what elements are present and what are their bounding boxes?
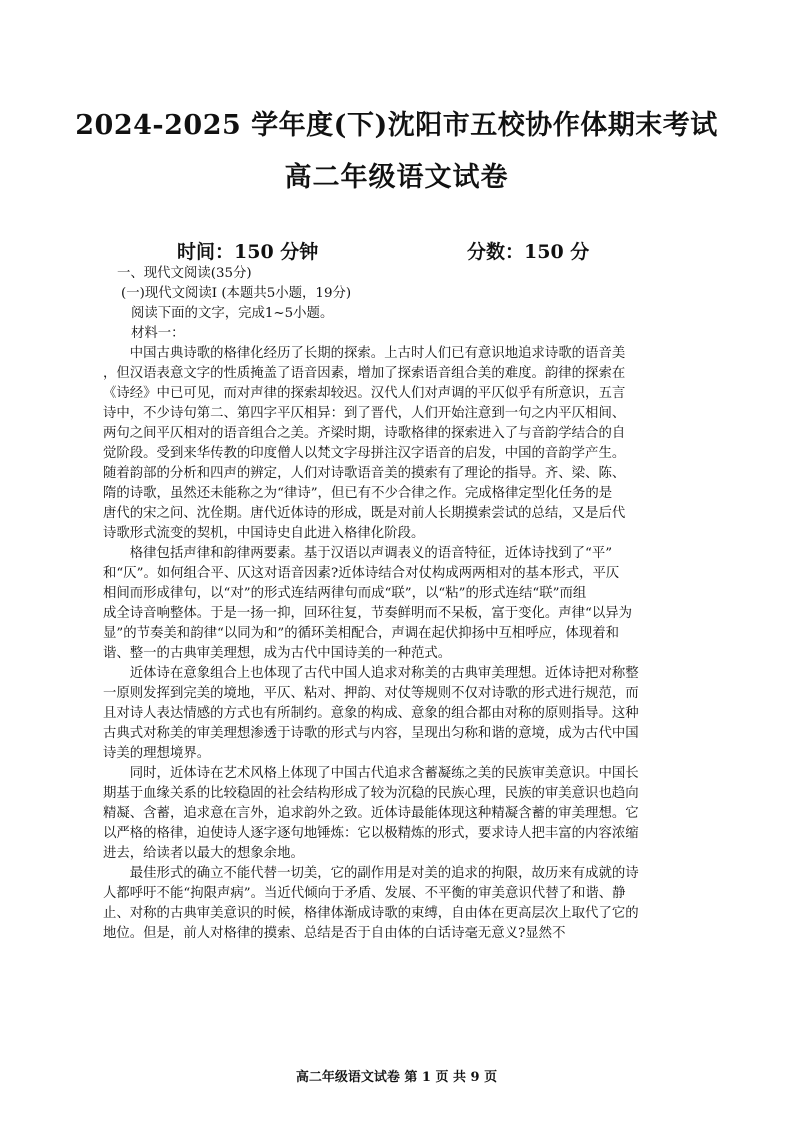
text-line: 诗美的理想境界。 [103,746,211,761]
question-body [103,264,683,944]
text-line: ，但汉语表意文字的性质掩盖了语音因素，增加了探索语音组合美的难度。韵律的探索在 [103,366,626,381]
text-line: 一原则发挥到完美的境地，平仄、粘对、押韵、对仗等规则不仅对诗歌的形式进行规范，而 [103,686,639,701]
section-subheading: (一)现代文阅读Ⅰ (本题共5小题，19分) [121,286,352,301]
text-line: 随着韵部的分析和四声的辨定，人们对诗歌语音美的摸索有了理论的指导。齐、梁、陈、 [103,466,626,481]
text-line: 诗歌形式流变的契机，中国诗史自此进入格律化阶段。 [103,526,425,541]
exam-time: 时间：150 分钟 [177,241,319,263]
text-line: 地位。但是，前人对格律的摸索、总结是否于自由体的白话诗毫无意义?显然不 [103,926,566,941]
exam-title-line1: 2024-2025 学年度(下)沈阳市五校协作体期末考试 [75,110,718,141]
text-line: 唐代的宋之问、沈佺期。唐代近体诗的形成，既是对前人长期摸索尝试的总结，又是后代 [103,506,626,521]
text-line: 《诗经》中已可见，而对声律的探索却较迟。汉代人们对声调的平仄似乎有所意识，五言 [103,386,626,401]
text-line: 进去，给读者以最大的想象余地。 [103,846,304,861]
text-line: 人都呼吁不能“拘限声病”。当近代倾向于矛盾、发展、不平衡的审美意识代替了和谐、静 [103,886,626,901]
text-line: 精凝、含蓄，追求意在言外，追求韵外之致。近体诗最能体现这种精凝含蓄的审美理想。它 [103,806,639,821]
text-line: 最佳形式的确立不能代替一切美，它的副作用是对美的追求的拘限，故历来有成就的诗 [103,866,639,881]
reading-instruction: 阅读下面的文字，完成1~5小题。 [131,306,334,321]
text-line: 同时，近体诗在艺术风格上体现了中国古代追求含蓄凝练之美的民族审美意识。中国长 [103,766,639,781]
text-line: 中国古典诗歌的格律化经历了长期的探索。上古时人们已有意识地追求诗歌的语音美 [103,346,626,361]
text-line: 成全诗音响整体。于是一扬一抑，回环往复，节奏鲜明而不呆板，富于变化。声律“以异为 [103,606,633,621]
text-line: 近体诗在意象组合上也体现了古代中国人追求对称美的古典审美理想。近体诗把对称整 [103,666,639,681]
text-line: 谐、整一的古典审美理想，成为古代中国诗美的一种范式。 [103,646,452,661]
exam-score: 分数：150 分 [467,241,590,263]
text-line: 且对诗人表达情感的方式也有所制约。意象的构成、意象的组合都由对称的原则指导。这种 [103,706,639,721]
material-label: 材料一： [131,326,185,341]
text-line: 显”的节奏美和韵律“以同为和”的循环美相配合，声调在起伏抑扬中互相呼应，体现着和 [103,626,619,641]
text-line: 以严格的格律，迫使诗人逐字逐句地锤炼：它以极精炼的形式，要求诗人把丰富的内容浓缩 [103,826,639,841]
text-line: 格律包括声律和韵律两要素。基于汉语以声调表义的语音特征，近体诗找到了“平” [103,546,613,561]
text-line: 和“仄”。如何组合平、仄这对语音因素?近体诗结合对仗构成两两相对的基本形式，平仄 [103,566,620,581]
page-footer: 高二年级语文试卷 第 1 页 共 9 页 [295,1070,498,1085]
text-line: 隋的诗歌，虽然还未能称之为“律诗”，但已有不少合律之作。完成格律定型化任务的是 [103,486,613,501]
text-line: 止、对称的古典审美意识的时候，格律体渐成诗歌的束缚，自由体在更高层次上取代了它的 [103,906,639,921]
text-line: 诗中，不少诗句第二、第四字平仄相异：到了晋代，人们开始注意到一句之内平仄相间、 [103,406,626,421]
text-line: 相间而形成律句，以“对”的形式连结两律句而成“联”，以“粘”的形式连结“联”而组 [103,586,587,601]
text-line: 觉阶段。受到来华传教的印度僧人以梵文字母拼注汉字语音的启发，中国的音韵学产生。 [103,446,626,461]
text-line: 期基于血缘关系的比较稳固的社会结构形成了较为沉稳的民族心理，民族的审美意识也趋向 [103,786,639,801]
text-line: 两句之间平仄相对的语音组合之美。齐梁时期，诗歌格律的探索进入了与音韵学结合的自 [103,426,626,441]
section-heading: 一、现代文阅读(35分) [117,266,252,281]
exam-title-line2: 高二年级语文试卷 [284,162,509,193]
text-line: 古典式对称美的审美理想渗透于诗歌的形式与内容，呈现出匀称和谐的意境，成为古代中国 [103,726,639,741]
